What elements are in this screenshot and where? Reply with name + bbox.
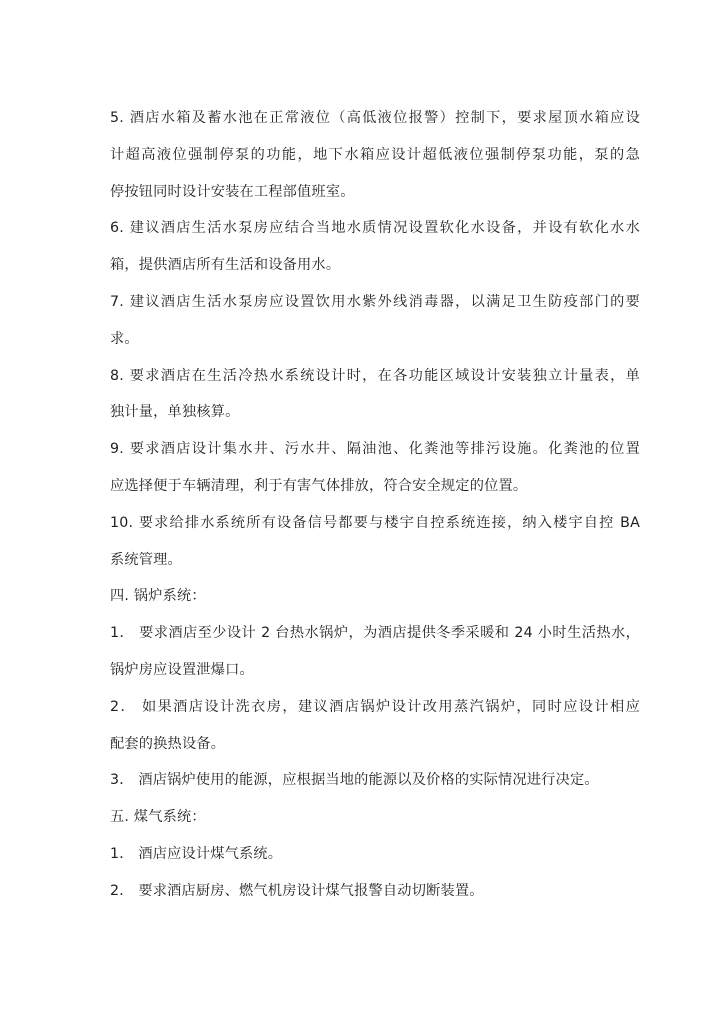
list-item-8 xyxy=(110,358,640,432)
list-item-9 xyxy=(110,431,640,505)
list-item-7 xyxy=(110,284,640,358)
text-line: 6. 建议酒店生活水泵房应结合当地水质情况设置软化水设备，并设有软化水水 xyxy=(110,220,640,237)
document-body xyxy=(110,100,640,910)
list-item-6 xyxy=(110,210,640,284)
text-line: 独计量，单独核算。 xyxy=(110,404,240,421)
section-heading-text: 四. 锅炉系统： xyxy=(110,588,206,605)
text-line: 2． 如果酒店设计洗衣房，建议酒店锅炉设计改用蒸汽锅炉，同时应设计相应 xyxy=(110,698,640,715)
text-line: 10. 要求给排水系统所有设备信号都要与楼宇自控系统连接，纳入楼宇自控 BA xyxy=(110,514,640,531)
text-line: 求。 xyxy=(110,330,139,347)
text-line: 锅炉房应设置泄爆口。 xyxy=(110,661,254,678)
text-line: 9. 要求酒店设计集水井、污水井、隔油池、化粪池等排污设施。化粪池的位置 xyxy=(110,441,640,458)
section-heading-boiler xyxy=(110,578,640,615)
text-line: 1． 酒店应设计煤气系统。 xyxy=(110,845,283,862)
boiler-item-3 xyxy=(110,762,640,799)
text-line: 2． 要求酒店厨房、燃气机房设计煤气报警自动切断装置。 xyxy=(110,882,484,899)
list-item-10 xyxy=(110,505,640,579)
boiler-item-2 xyxy=(110,689,640,763)
section-heading-text: 五. 煤气系统： xyxy=(110,809,206,826)
text-line: 箱，提供酒店所有生活和设备用水。 xyxy=(110,257,341,274)
text-line: 5. 酒店水箱及蓄水池在正常液位（高低液位报警）控制下，要求屋顶水箱应设 xyxy=(110,110,640,126)
text-line: 停按钮同时设计安装在工程部值班室。 xyxy=(110,183,355,200)
text-line: 8. 要求酒店在生活冷热水系统设计时，在各功能区域设计安装独立计量表，单 xyxy=(110,367,640,384)
text-line: 1． 要求酒店至少设计 2 台热水锅炉，为酒店提供冬季采暖和 24 小时生活热水， xyxy=(110,625,640,642)
section-heading-gas xyxy=(110,799,640,836)
text-line: 3． 酒店锅炉使用的能源，应根据当地的能源以及价格的实际情况进行决定。 xyxy=(110,772,599,789)
text-line: 配套的换热设备。 xyxy=(110,735,226,752)
text-line: 应选择便于车辆清理，利于有害气体排放，符合安全规定的位置。 xyxy=(110,477,528,494)
text-line: 系统管理。 xyxy=(110,551,182,568)
boiler-item-1 xyxy=(110,615,640,689)
gas-item-1 xyxy=(110,836,640,873)
gas-item-2 xyxy=(110,873,640,910)
text-line: 计超高液位强制停泵的功能，地下水箱应设计超低液位强制停泵功能，泵的急 xyxy=(110,146,640,163)
text-line: 7. 建议酒店生活水泵房应设置饮用水紫外线消毒器，以满足卫生防疫部门的要 xyxy=(110,293,640,310)
list-item-5 xyxy=(110,100,640,210)
